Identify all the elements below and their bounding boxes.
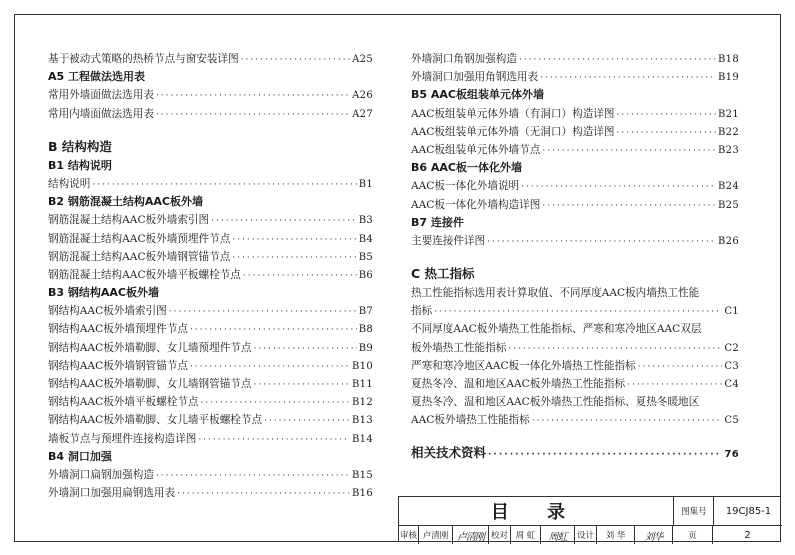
toc-entry (48, 266, 373, 284)
subsection-heading: B6 AAC板一体化外墙 (411, 161, 522, 175)
dot-leader (201, 394, 350, 412)
toc-entry-page-ref: A26 (352, 90, 373, 102)
toc-entry-page-ref: B4 (358, 233, 373, 245)
subsection-heading: B7 连接件 (411, 215, 464, 229)
signature-row (399, 525, 782, 544)
checker-name: 周 虹 (511, 526, 541, 544)
toc-entry-page-ref: B8 (358, 324, 373, 336)
toc-right-column (411, 50, 739, 462)
toc-entry-title: 外墙洞口扁钢加强构造 (48, 468, 154, 481)
toc-entry (48, 302, 373, 320)
toc-entry (48, 230, 373, 248)
reviewer-name: 卢清刚 (419, 526, 453, 544)
dot-leader (190, 358, 350, 376)
dot-leader (232, 231, 356, 249)
dot-leader (488, 446, 722, 464)
design-label: 设计 (575, 526, 597, 544)
section-spacer (411, 430, 739, 444)
toc-entry-page-ref: C1 (724, 306, 739, 318)
toc-entry (411, 50, 739, 68)
toc-entry-title: 钢结构AAC板外墙预埋件节点 (48, 323, 188, 336)
toc-entry-page-ref: A25 (352, 54, 373, 65)
toc-entry-title: 外墙洞口角钢加强构造 (411, 53, 517, 65)
toc-entry (48, 375, 373, 393)
dot-leader (156, 106, 350, 124)
toc-entry-title: 钢筋混凝土结构AAC板外墙钢管锚节点 (48, 250, 231, 263)
toc-entry-title: 相关技术资料 (411, 444, 487, 460)
dot-leader (508, 340, 722, 358)
dot-leader (627, 376, 722, 394)
toc-entry (411, 339, 739, 357)
toc-entry (411, 232, 739, 250)
toc-entry-page-ref: C2 (724, 342, 739, 354)
toc-entry-title: 基于被动式策略的热桥节点与窗安装详图 (48, 53, 239, 65)
section-heading: B 结构构造 (48, 138, 112, 154)
dot-leader (521, 178, 716, 196)
subsection-heading: B3 钢结构AAC板外墙 (48, 286, 159, 300)
toc-entry-title: 钢结构AAC板外墙勒脚、女儿墙平板螺栓节点 (48, 414, 263, 427)
toc-entry (48, 105, 373, 123)
toc-entry (48, 175, 373, 193)
toc-entry (411, 357, 739, 375)
page-label: 页 (673, 526, 713, 544)
dot-leader (617, 124, 717, 142)
toc-entry (411, 68, 739, 86)
toc-entry-title-continued: 不同厚度AAC板外墙热工性能指标、严寒和寒冷地区AAC双层 (411, 323, 702, 336)
toc-entry-title: 钢结构AAC板外墙钢管锚节点 (48, 359, 188, 372)
toc-entry-page-ref: B3 (358, 215, 373, 227)
dot-leader (540, 69, 716, 87)
toc-entry-page-ref: C5 (724, 415, 739, 427)
toc-entry-title-continued: 夏热冬冷、温和地区AAC板外墙热工性能指标、夏热冬暖地区 (411, 396, 700, 409)
toc-entry (48, 484, 373, 502)
toc-entry (48, 50, 373, 68)
toc-entry-page-ref: B6 (358, 269, 373, 281)
atlas-number-label: 图集号 (673, 497, 714, 525)
subsection-heading: A5 工程做法选用表 (48, 70, 145, 84)
toc-entry-page-ref: B18 (718, 54, 739, 65)
toc-entry (48, 211, 373, 229)
subsection-heading: B4 洞口加强 (48, 449, 112, 463)
toc-entry-title: 钢结构AAC板外墙勒脚、女儿墙预埋件节点 (48, 341, 252, 354)
toc-entry-title: 钢结构AAC板外墙索引图 (48, 305, 167, 318)
dot-leader (487, 233, 716, 251)
toc-entry (411, 444, 739, 462)
toc-entry-title: 外墙洞口加强用角钢选用表 (411, 71, 539, 84)
page-number: 2 (744, 529, 751, 541)
toc-entry (48, 411, 373, 429)
toc-entry-title: AAC板组装单元体外墙节点 (411, 143, 541, 156)
dot-leader (232, 249, 356, 267)
dot-leader (254, 340, 357, 358)
toc-entry-title: AAC板组装单元体外墙（无洞口）构造详图 (411, 125, 615, 138)
toc-entry-page-ref: B23 (718, 144, 739, 156)
dot-leader (542, 197, 716, 215)
toc-left-column (48, 50, 373, 502)
toc-entry-page-ref: B10 (352, 360, 373, 372)
dot-leader (532, 412, 723, 430)
toc-entry-page-ref: C4 (724, 379, 739, 390)
toc-entry (411, 177, 739, 195)
toc-entry (411, 411, 739, 429)
review-label: 审核 (399, 526, 419, 544)
toc-entry-page-ref: B5 (358, 251, 373, 263)
dot-leader (211, 212, 357, 230)
atlas-number: 19CJ85-1 (713, 497, 783, 525)
dot-leader (542, 142, 716, 160)
toc-entry (48, 248, 373, 266)
toc-entry-page-ref: B1 (358, 178, 373, 190)
toc-entry-title: 钢筋混凝土结构AAC板外墙预埋件节点 (48, 232, 231, 245)
subsection-heading: B1 结构说明 (48, 158, 112, 172)
subsection-heading: B2 钢筋混凝土结构AAC板外墙 (48, 195, 203, 209)
toc-entry-page-ref: B19 (718, 72, 739, 84)
checker-signature: 周虹 (541, 526, 575, 544)
document-title: 目 录 (490, 502, 582, 523)
toc-entry (48, 86, 373, 104)
dot-leader (156, 467, 350, 485)
toc-entry-title: 常用内墙面做法选用表 (48, 107, 154, 120)
toc-entry-page-ref: A27 (352, 108, 373, 120)
toc-entry-title: AAC板一体化外墙构造详图 (411, 198, 541, 211)
toc-entry-page-ref: B12 (352, 397, 373, 409)
toc-entry-page-ref: C3 (724, 360, 739, 372)
toc-entry-title: 钢筋混凝土结构AAC板外墙索引图 (48, 214, 210, 227)
toc-entry (411, 302, 739, 320)
dot-leader (169, 303, 357, 321)
toc-entry (48, 466, 373, 484)
toc-entry-title: 钢筋混凝土结构AAC板外墙平板螺栓节点 (48, 268, 241, 281)
toc-entry-page-ref: B13 (352, 415, 373, 427)
dot-leader (177, 485, 350, 503)
toc-entry-title-continued: 热工性能指标选用表计算取值、不同厚度AAC板内墙热工性能 (411, 287, 700, 300)
section-spacer (411, 250, 739, 264)
dot-leader (638, 358, 723, 376)
toc-entry-page-ref: B25 (718, 199, 739, 211)
section-heading: C 热工指标 (411, 266, 475, 282)
toc-entry-title: AAC板外墙热工性能指标 (411, 414, 530, 427)
toc-entry-title: AAC板组装单元体外墙（有洞口）构造详图 (411, 107, 615, 120)
toc-entry-title: 板外墙热工性能指标 (411, 341, 507, 354)
check-label: 校对 (489, 526, 511, 544)
subsection-heading: B5 AAC板组装单元体外墙 (411, 88, 544, 102)
toc-entry (48, 320, 373, 338)
toc-entry-page-ref: B11 (352, 379, 373, 390)
dot-leader (198, 431, 350, 449)
dot-leader (519, 51, 716, 69)
designer-signature: 刘华 (635, 526, 673, 544)
toc-entry-page-ref: B26 (718, 235, 739, 247)
section-spacer (48, 123, 373, 137)
toc-entry (411, 196, 739, 214)
reviewer-signature: 卢清刚 (453, 526, 489, 544)
toc-entry (411, 105, 739, 123)
toc-entry-title: 钢结构AAC板外墙勒脚、女儿墙钢管锚节点 (48, 378, 252, 390)
toc-entry-title: 结构说明 (48, 177, 91, 190)
toc-entry-title: 指标 (411, 305, 433, 318)
toc-entry-page-ref: B7 (358, 306, 373, 318)
dot-leader (254, 376, 351, 394)
dot-leader (190, 321, 357, 339)
toc-entry-page-ref: B22 (718, 126, 739, 138)
toc-entry-page-ref: B9 (358, 342, 373, 354)
toc-entry (411, 375, 739, 393)
toc-entry-title: 夏热冬冷、温和地区AAC板外墙热工性能指标 (411, 378, 626, 390)
toc-entry-page-ref: 76 (724, 448, 739, 460)
dot-leader (156, 87, 350, 105)
toc-entry (411, 123, 739, 141)
toc-entry-page-ref: B24 (718, 181, 739, 193)
toc-entry-title: 钢结构AAC板外墙平板螺栓节点 (48, 396, 199, 409)
designer-name: 刘 华 (597, 526, 635, 544)
toc-entry (48, 430, 373, 448)
toc-entry (48, 339, 373, 357)
toc-entry (48, 393, 373, 411)
toc-entry-title: 严寒和寒冷地区AAC板一体化外墙热工性能指标 (411, 359, 636, 372)
toc-entry-page-ref: B15 (352, 469, 373, 481)
toc-entry-title: 墙板节点与预埋件连接构造详图 (48, 432, 197, 445)
title-cell (399, 497, 673, 525)
dot-leader (241, 51, 350, 69)
dot-leader (434, 303, 722, 321)
dot-leader (264, 412, 350, 430)
toc-entry-page-ref: B14 (352, 433, 373, 445)
toc-entry (48, 357, 373, 375)
toc-entry (411, 141, 739, 159)
dot-leader (92, 176, 356, 194)
dot-leader (617, 106, 717, 124)
toc-entry-page-ref: B16 (352, 488, 373, 500)
toc-entry-title: 主要连接件详图 (411, 234, 486, 247)
toc-entry-title: 常用外墙面做法选用表 (48, 89, 154, 102)
dot-leader (243, 267, 357, 285)
toc-entry-page-ref: B21 (718, 108, 739, 120)
title-block (398, 496, 781, 542)
toc-entry-title: AAC板一体化外墙说明 (411, 180, 520, 193)
toc-entry-title: 外墙洞口加强用扁钢选用表 (48, 487, 176, 500)
